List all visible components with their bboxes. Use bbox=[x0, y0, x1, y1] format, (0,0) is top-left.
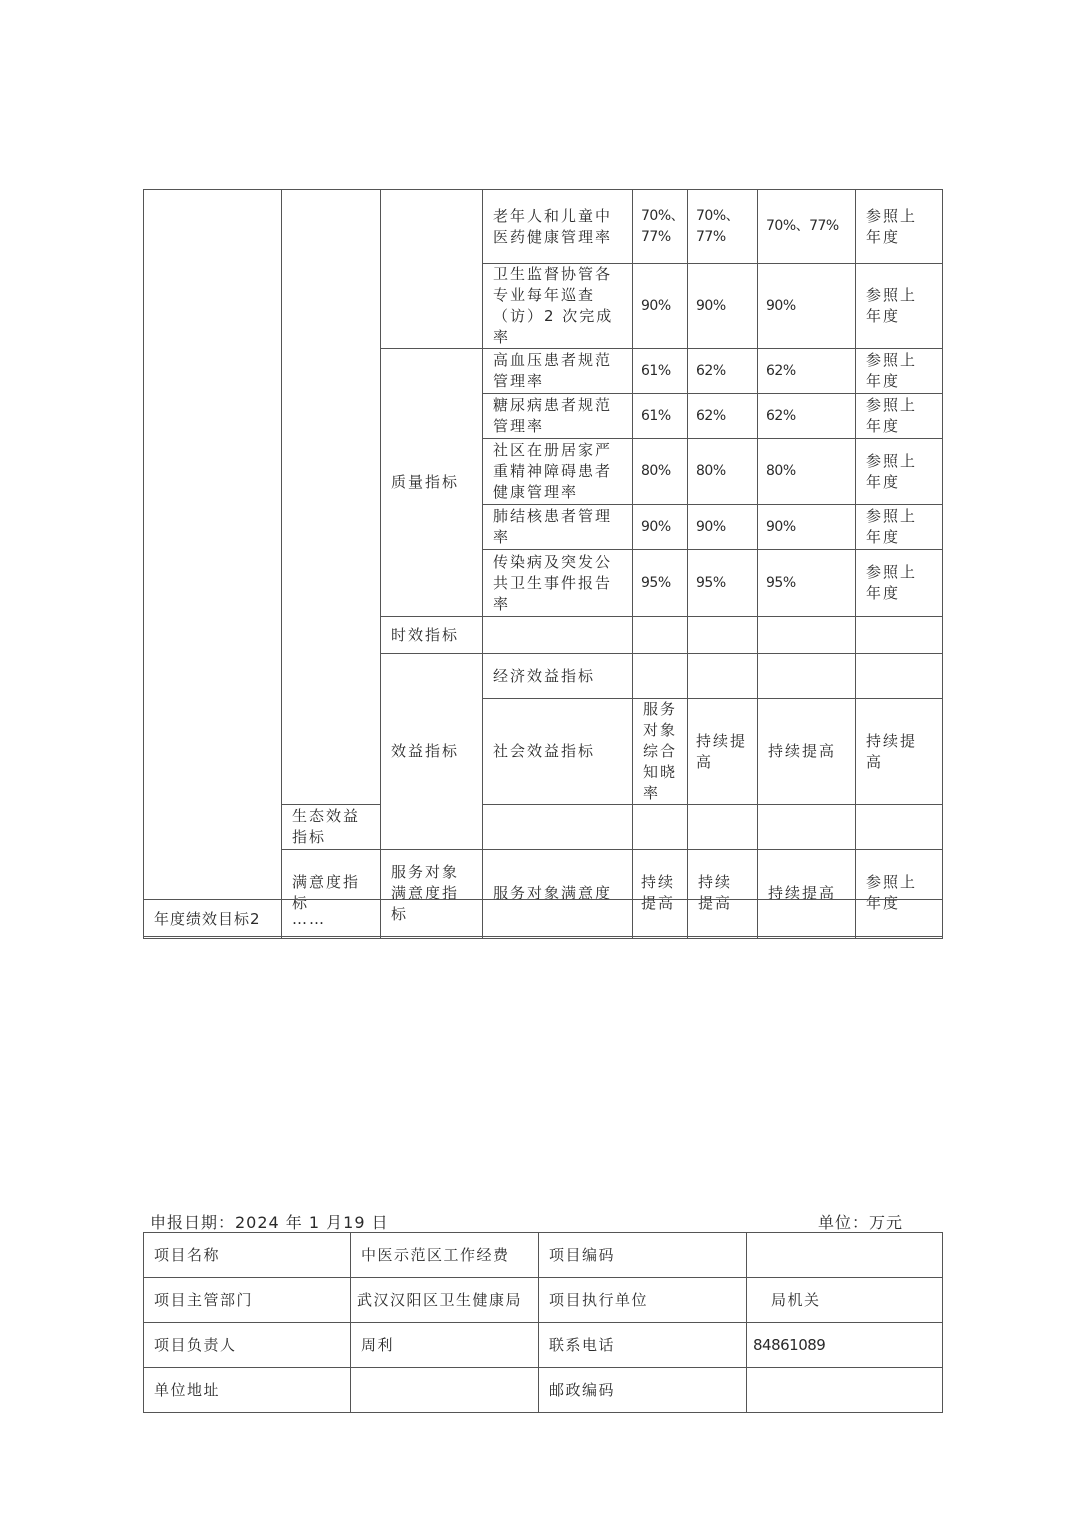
value-cell: 90% bbox=[633, 505, 688, 550]
value-cell: 61% bbox=[633, 349, 688, 394]
empty-cell bbox=[688, 900, 758, 939]
empty-cell bbox=[633, 654, 688, 699]
value-cell: 61% bbox=[633, 394, 688, 439]
basis-cell: 参照上年度 bbox=[856, 505, 943, 550]
address-value bbox=[351, 1368, 539, 1413]
social-benefit-label: 社会效益指标 bbox=[483, 699, 633, 805]
empty-cell bbox=[856, 900, 943, 939]
value-cell: 持续提高 bbox=[688, 699, 758, 805]
value-cell: 90% bbox=[758, 264, 856, 349]
value-cell: 80% bbox=[688, 439, 758, 505]
executing-unit-label: 项目执行单位 bbox=[539, 1278, 747, 1323]
basis-cell: 参照上年度 bbox=[856, 439, 943, 505]
metric-cell: 传染病及突发公共卫生事件报告率 bbox=[483, 550, 633, 617]
empty-cell bbox=[483, 900, 633, 939]
address-label: 单位地址 bbox=[144, 1368, 351, 1413]
value-cell: 70%、77% bbox=[688, 190, 758, 264]
value-cell: 62% bbox=[758, 349, 856, 394]
phone-value: 84861089 bbox=[747, 1323, 943, 1368]
project-code-value bbox=[747, 1233, 943, 1278]
annual-target-2-label: 年度绩效目标2 bbox=[144, 900, 282, 939]
empty-cell bbox=[856, 654, 943, 699]
empty-cell bbox=[758, 654, 856, 699]
value-cell: 80% bbox=[633, 439, 688, 505]
value-cell: 90% bbox=[688, 264, 758, 349]
economic-benefit-label: 经济效益指标 bbox=[483, 654, 633, 699]
report-date: 申报日期：2024 年 1 月19 日 bbox=[150, 1213, 389, 1232]
empty-cell bbox=[758, 617, 856, 654]
value-cell: 80% bbox=[758, 439, 856, 505]
value-cell: 95% bbox=[633, 550, 688, 617]
blank-merged-cell bbox=[381, 190, 483, 349]
project-name-value: 中医示范区工作经费 bbox=[351, 1233, 539, 1278]
benefit-indicator-label: 效益指标 bbox=[381, 654, 483, 850]
empty-cell bbox=[633, 900, 688, 939]
phone-label: 联系电话 bbox=[539, 1323, 747, 1368]
performance-indicator-table bbox=[143, 189, 943, 937]
value-cell: 95% bbox=[758, 550, 856, 617]
ecological-benefit-label: 生态效益指标 bbox=[282, 805, 381, 850]
empty-cell bbox=[688, 805, 758, 850]
empty-cell bbox=[483, 617, 633, 654]
ellipsis-cell: …… bbox=[282, 900, 381, 939]
satisfaction-indicator-label: 满意度指标 bbox=[282, 850, 381, 937]
empty-cell bbox=[688, 654, 758, 699]
value-cell: 持续提高 bbox=[758, 699, 856, 805]
value-cell: 95% bbox=[688, 550, 758, 617]
value-cell: 90% bbox=[633, 264, 688, 349]
project-name-label: 项目名称 bbox=[144, 1233, 351, 1278]
annual-target-2-row bbox=[143, 899, 943, 939]
metric-cell: 服务对象综合知晓率 bbox=[633, 699, 688, 805]
metric-cell: 老年人和儿童中医药健康管理率 bbox=[483, 190, 633, 264]
value-cell: 90% bbox=[688, 505, 758, 550]
value-cell: 70%、77% bbox=[633, 190, 688, 264]
basis-cell: 参照上年度 bbox=[856, 550, 943, 617]
value-cell: 持续提高 bbox=[758, 850, 856, 937]
value-cell: 持续提高 bbox=[633, 850, 688, 937]
basis-cell: 参照上年度 bbox=[856, 264, 943, 349]
basis-cell: 参照上年度 bbox=[856, 394, 943, 439]
department-label: 项目主管部门 bbox=[144, 1278, 351, 1323]
executing-unit-value: 局机关 bbox=[747, 1278, 943, 1323]
value-cell: 70%、77% bbox=[758, 190, 856, 264]
empty-cell bbox=[633, 805, 688, 850]
empty-cell bbox=[381, 900, 483, 939]
project-leader-value: 周利 bbox=[351, 1323, 539, 1368]
empty-cell bbox=[483, 805, 633, 850]
project-leader-label: 项目负责人 bbox=[144, 1323, 351, 1368]
postal-code-label: 邮政编码 bbox=[539, 1368, 747, 1413]
unit-label: 单位：万元 bbox=[818, 1213, 904, 1232]
value-cell: 持续提高 bbox=[688, 850, 758, 937]
value-cell: 90% bbox=[758, 505, 856, 550]
empty-cell bbox=[688, 617, 758, 654]
metric-cell: 高血压患者规范管理率 bbox=[483, 349, 633, 394]
blank-merged-cell bbox=[144, 190, 282, 937]
metric-cell: 肺结核患者管理率 bbox=[483, 505, 633, 550]
department-value: 武汉汉阳区卫生健康局 bbox=[351, 1278, 539, 1323]
empty-cell bbox=[856, 805, 943, 850]
project-code-label: 项目编码 bbox=[539, 1233, 747, 1278]
service-satisfaction-label: 服务对象满意度指标 bbox=[381, 850, 483, 937]
value-cell: 持续提高 bbox=[856, 699, 943, 805]
basis-cell: 参照上年度 bbox=[856, 850, 943, 937]
metric-cell: 糖尿病患者规范管理率 bbox=[483, 394, 633, 439]
basis-cell: 参照上年度 bbox=[856, 349, 943, 394]
empty-cell bbox=[633, 617, 688, 654]
metric-cell: 卫生监督协管各专业每年巡查（访）2 次完成率 bbox=[483, 264, 633, 349]
basis-cell: 参照上年度 bbox=[856, 190, 943, 264]
blank-merged-cell bbox=[282, 190, 381, 805]
quality-indicator-label: 质量指标 bbox=[381, 349, 483, 617]
metric-cell: 服务对象满意度 bbox=[483, 850, 633, 937]
empty-cell bbox=[758, 805, 856, 850]
timeliness-indicator-label: 时效指标 bbox=[381, 617, 483, 654]
value-cell: 62% bbox=[758, 394, 856, 439]
metric-cell: 社区在册居家严重精神障碍患者健康管理率 bbox=[483, 439, 633, 505]
postal-code-value bbox=[747, 1368, 943, 1413]
value-cell: 62% bbox=[688, 394, 758, 439]
value-cell: 62% bbox=[688, 349, 758, 394]
empty-cell bbox=[856, 617, 943, 654]
project-info-table bbox=[143, 1232, 943, 1413]
empty-cell bbox=[758, 900, 856, 939]
